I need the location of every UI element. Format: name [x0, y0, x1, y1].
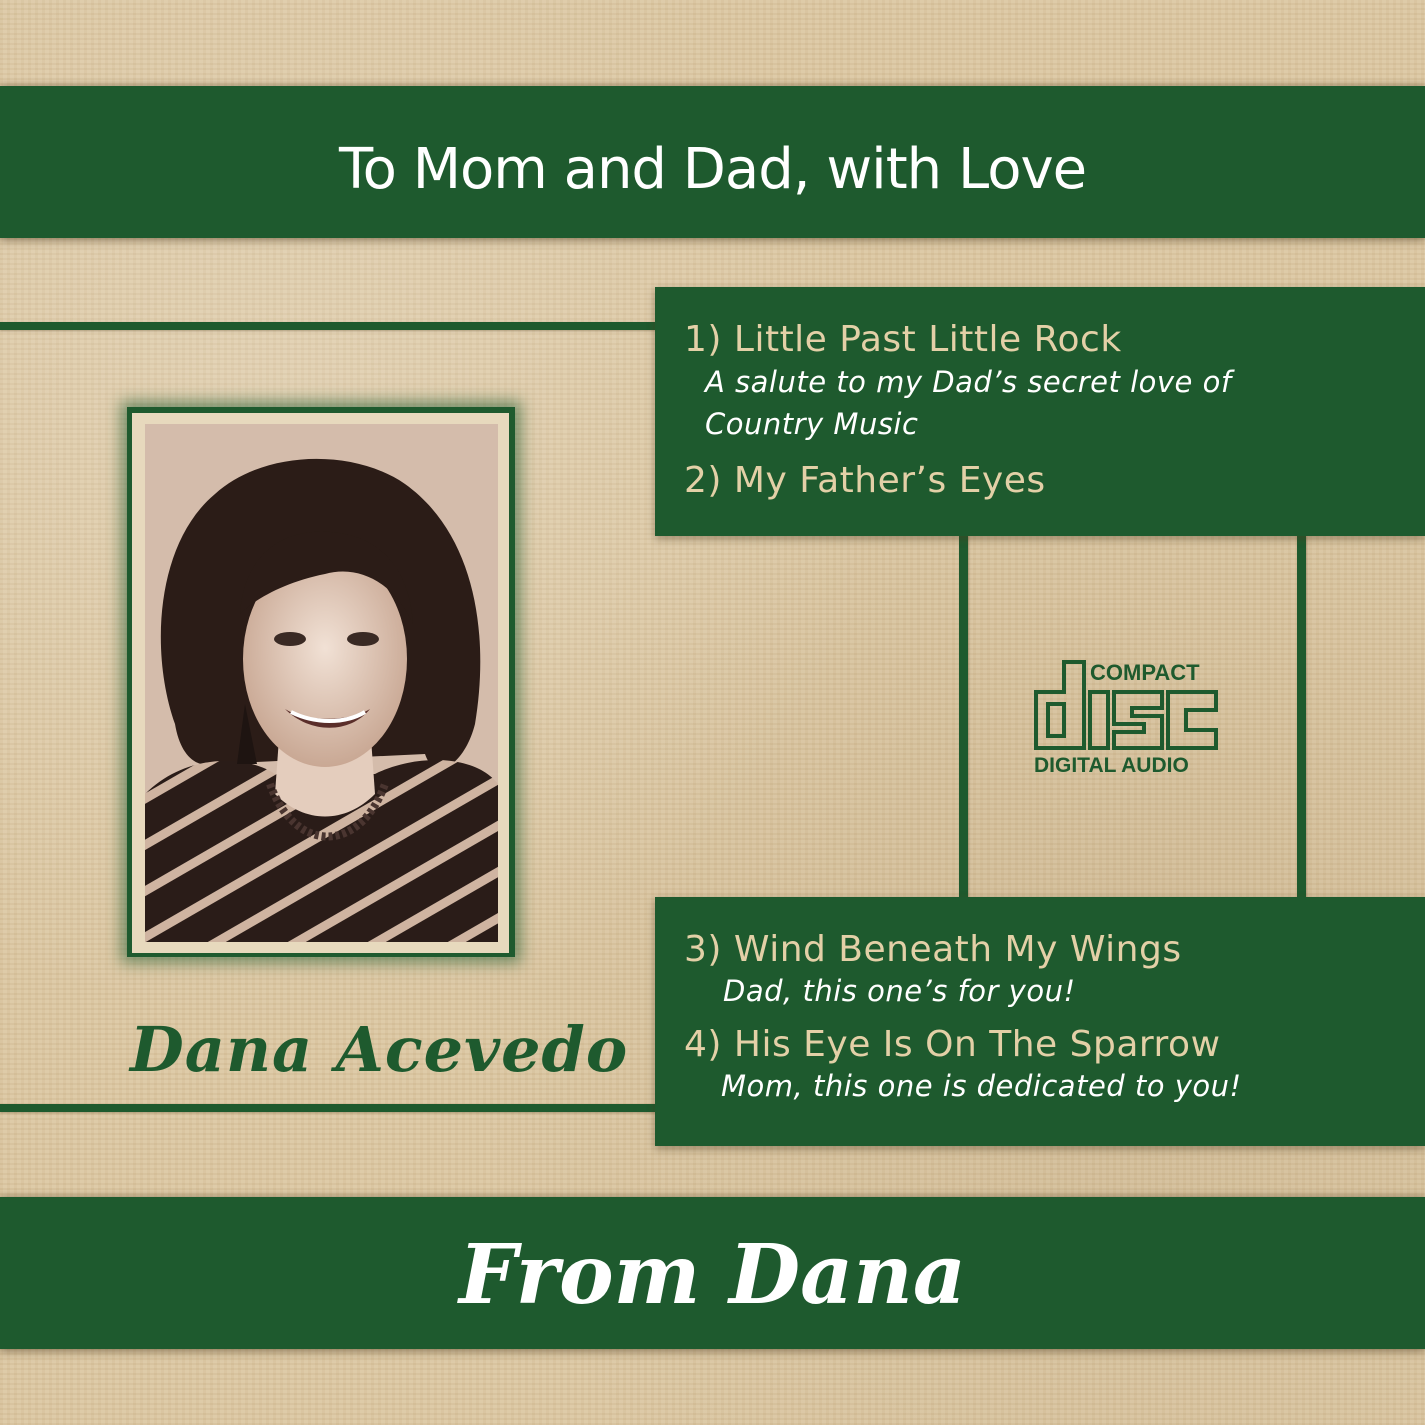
track-3-note: Dad, this one’s for you! [723, 974, 1076, 1008]
compact-disc-logo-icon [1032, 660, 1222, 778]
cd-logo-digital-audio-text: DIGITAL AUDIO [1034, 754, 1189, 777]
track-3-title: 3) Wind Beneath My Wings [684, 929, 1182, 970]
cd-logo-compact-text: COMPACT [1090, 660, 1200, 685]
divider-line-vertical-left [959, 536, 968, 898]
divider-line-upper [0, 322, 656, 330]
portrait-photo [145, 424, 498, 942]
track-1-title: 1) Little Past Little Rock [684, 319, 1122, 360]
footer-title: From Dana [459, 1227, 966, 1323]
track-4-title: 4) His Eye Is On The Sparrow [684, 1024, 1221, 1065]
artist-name: Dana Acevedo [130, 1013, 629, 1086]
track-4-note: Mom, this one is dedicated to you! [721, 1069, 1242, 1103]
divider-line-lower [0, 1104, 656, 1112]
track-1-note-line2: Country Music [705, 407, 919, 441]
track-2-title: 2) My Father’s Eyes [684, 460, 1046, 501]
divider-line-vertical-right [1297, 536, 1306, 898]
album-title: To Mom and Dad, with Love [338, 137, 1087, 202]
track-1-note: A salute to my Dad’s secret love of [705, 365, 1232, 399]
portrait-photo-icon [145, 424, 498, 942]
